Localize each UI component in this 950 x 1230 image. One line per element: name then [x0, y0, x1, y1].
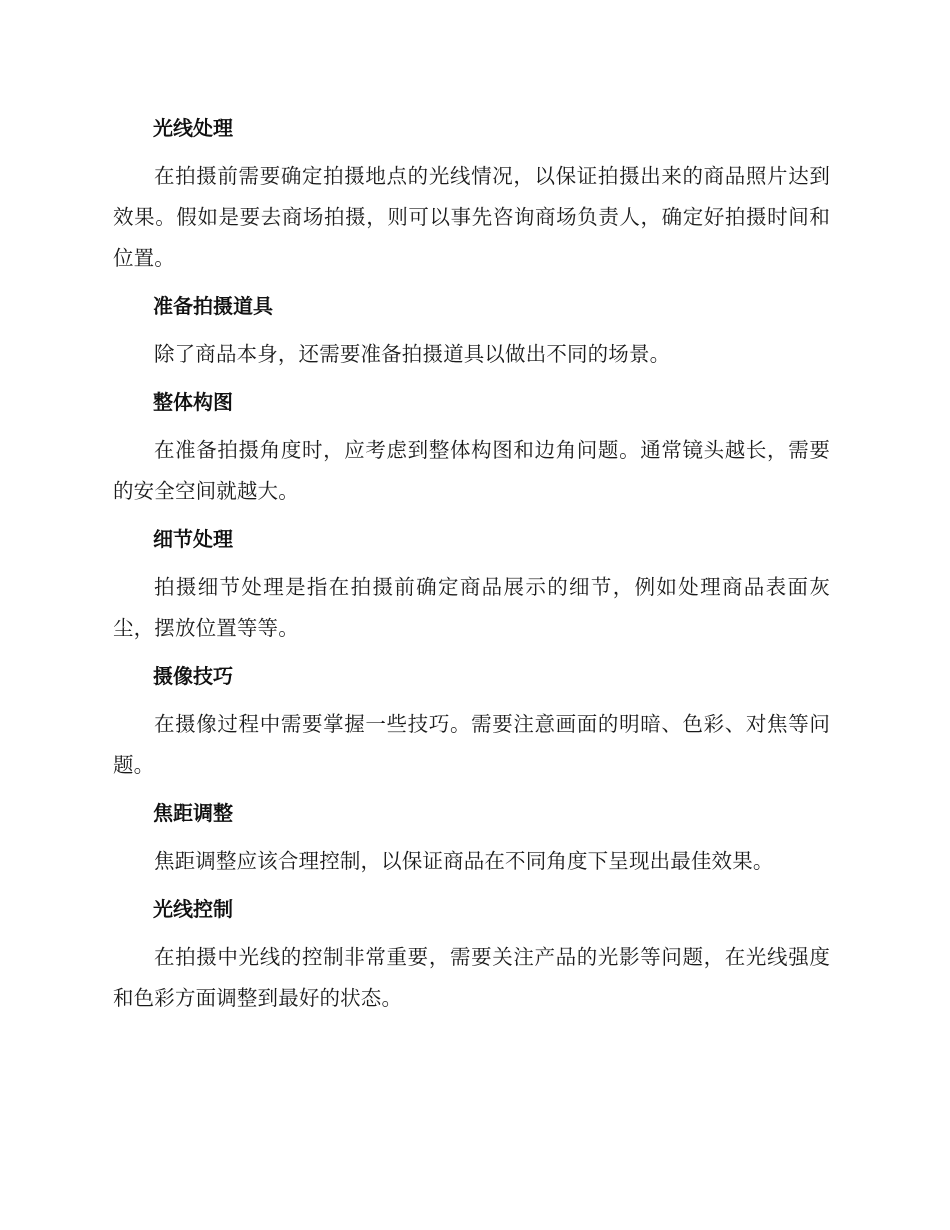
section-paragraph: 除了商品本身，还需要准备拍摄道具以做出不同的场景。: [154, 342, 671, 366]
document-page: [113, 108, 830, 1026]
section-paragraph: 在摄像过程中需要掌握一些技巧。需要注意画面的明暗、色彩、对焦等问题。: [113, 712, 830, 777]
section-detail-handling: [113, 519, 830, 649]
section-focal-adjustment: [113, 793, 830, 882]
section-paragraph: 拍摄细节处理是指在拍摄前确定商品展示的细节，例如处理商品表面灰尘，摆放位置等等。: [113, 575, 830, 640]
section-paragraph: 在准备拍摄角度时，应考虑到整体构图和边角问题。通常镜头越长，需要的安全空间就越大。: [113, 438, 830, 503]
section-heading: 整体构图: [153, 390, 233, 414]
section-heading: 光线控制: [153, 897, 233, 921]
section-heading: 光线处理: [153, 116, 233, 140]
section-paragraph: 在拍摄前需要确定拍摄地点的光线情况，以保证拍摄出来的商品照片达到效果。假如是要去商场拍摄，则可以事先咨询商场负责人，确定好拍摄时间和位置。: [113, 164, 830, 270]
section-paragraph: 在拍摄中光线的控制非常重要，需要关注产品的光影等问题，在光线强度和色彩方面调整到最好的状态。: [113, 945, 830, 1010]
section-lighting-control: [113, 889, 830, 1019]
section-heading: 焦距调整: [153, 801, 233, 825]
section-heading: 摄像技巧: [153, 664, 233, 688]
section-lighting-handling: [113, 108, 830, 279]
section-heading: 准备拍摄道具: [153, 294, 273, 318]
section-camera-technique: [113, 656, 830, 786]
section-paragraph: 焦距调整应该合理控制，以保证商品在不同角度下呈现出最佳效果。: [154, 849, 774, 873]
section-prepare-props: [113, 286, 830, 375]
section-heading: 细节处理: [153, 527, 233, 551]
section-overall-composition: [113, 382, 830, 512]
